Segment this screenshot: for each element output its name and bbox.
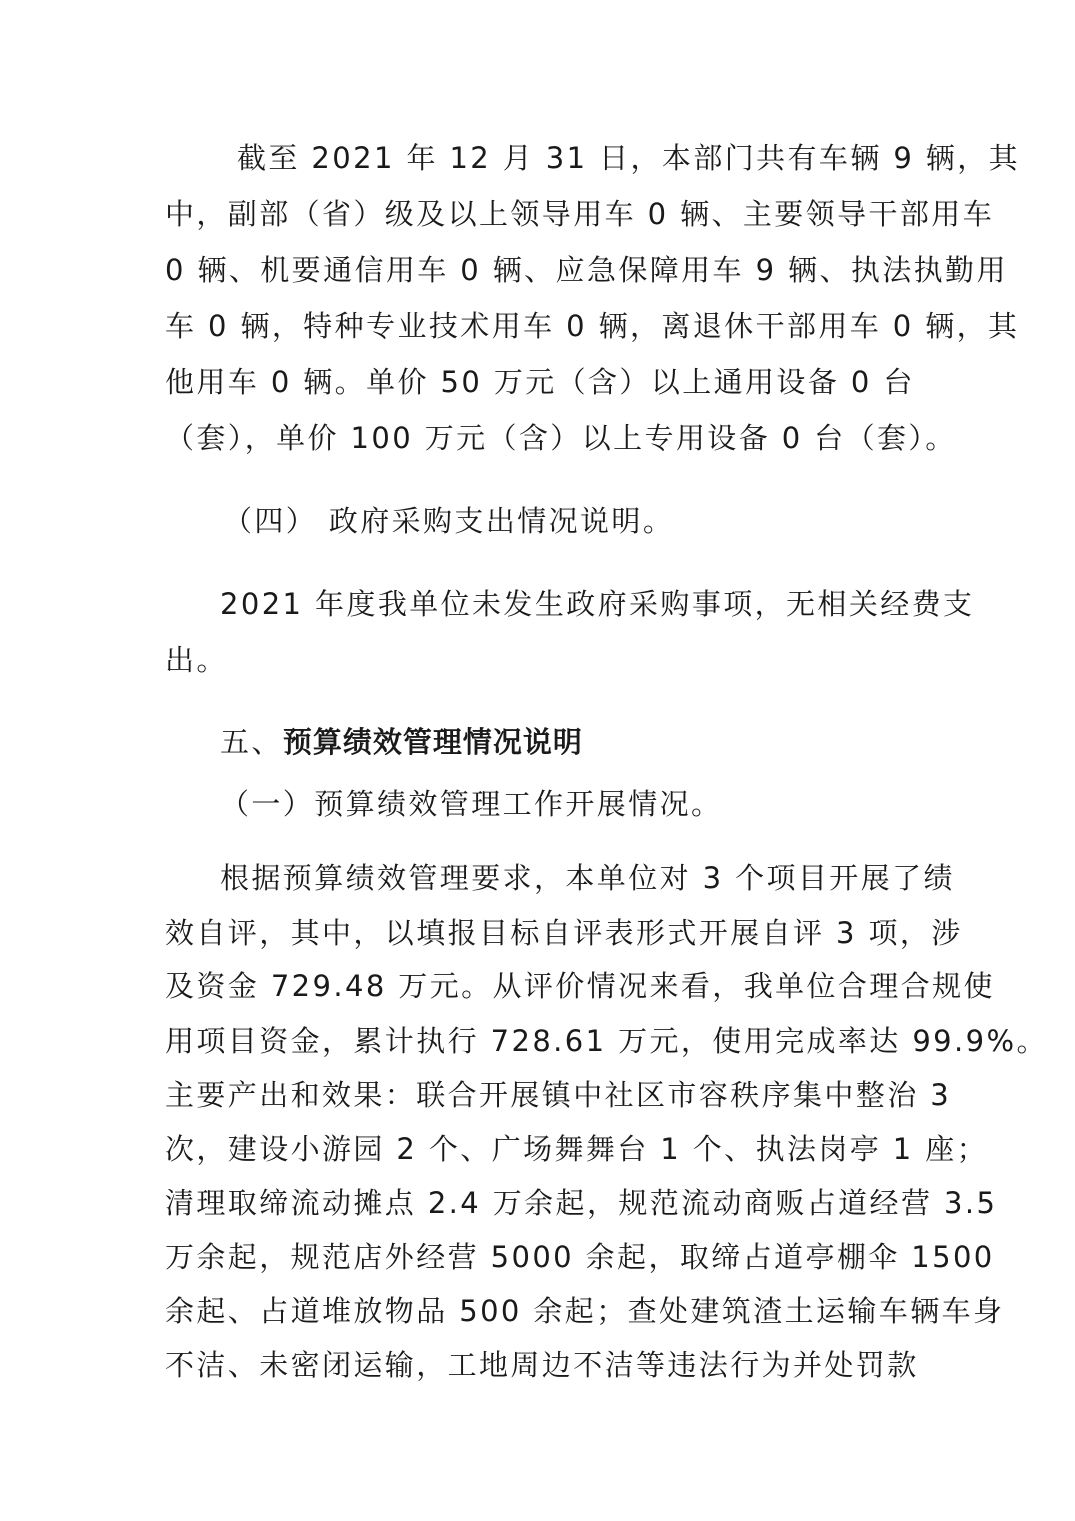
performance-line-7: 清理取缔流动摊点 2.4 万余起，规范流动商贩占道经营 3.5 (165, 1186, 998, 1220)
heading-procurement: （四） 政府采购支出情况说明。 (223, 504, 675, 538)
section-five-title: 预算绩效管理情况说明 (282, 725, 583, 759)
performance-line-8: 万余起，规范店外经营 5000 余起，取缔占道亭棚伞 1500 (165, 1240, 995, 1274)
vehicles-line-5: 他用车 0 辆。单价 50 万元（含）以上通用设备 0 台 (165, 365, 915, 399)
procurement-line-2: 出。 (165, 643, 228, 677)
vehicles-line-3: 0 辆、机要通信用车 0 辆、应急保障用车 9 辆、执法执勤用 (165, 253, 1008, 287)
performance-line-1: 根据预算绩效管理要求，本单位对 3 个项目开展了绩 (220, 861, 955, 895)
performance-line-2: 效自评，其中，以填报目标自评表形式开展自评 3 项，涉 (165, 916, 963, 950)
performance-line-10: 不洁、未密闭运输，工地周边不洁等违法行为并处罚款 (165, 1348, 919, 1382)
performance-line-4: 用项目资金，累计执行 728.61 万元，使用完成率达 99.9%。 (165, 1024, 1048, 1058)
section-five-prefix: 五、 (220, 725, 283, 759)
section-five-heading (220, 722, 583, 762)
procurement-line-1: 2021 年度我单位未发生政府采购事项，无相关经费支 (220, 587, 975, 621)
vehicles-line-2: 中，副部（省）级及以上领导用车 0 辆、主要领导干部用车 (165, 197, 995, 231)
performance-line-5: 主要产出和效果：联合开展镇中社区市容秩序集中整治 3 (165, 1078, 952, 1112)
performance-line-3: 及资金 729.48 万元。从评价情况来看，我单位合理合规使 (165, 969, 995, 1003)
performance-line-9: 余起、占道堆放物品 500 余起；查处建筑渣土运输车辆车身 (165, 1294, 1005, 1328)
vehicles-line-4: 车 0 辆，特种专业技术用车 0 辆，离退休干部用车 0 辆，其 (165, 309, 1020, 343)
vehicles-line-1: 截至 2021 年 12 月 31 日，本部门共有车辆 9 辆，其 (237, 141, 1021, 175)
vehicles-line-6: （套），单价 100 万元（含）以上专用设备 0 台（套）。 (165, 421, 957, 455)
heading-performance-work: （一）预算绩效管理工作开展情况。 (220, 787, 723, 821)
performance-line-6: 次，建设小游园 2 个、广场舞舞台 1 个、执法岗亭 1 座； (165, 1132, 989, 1166)
